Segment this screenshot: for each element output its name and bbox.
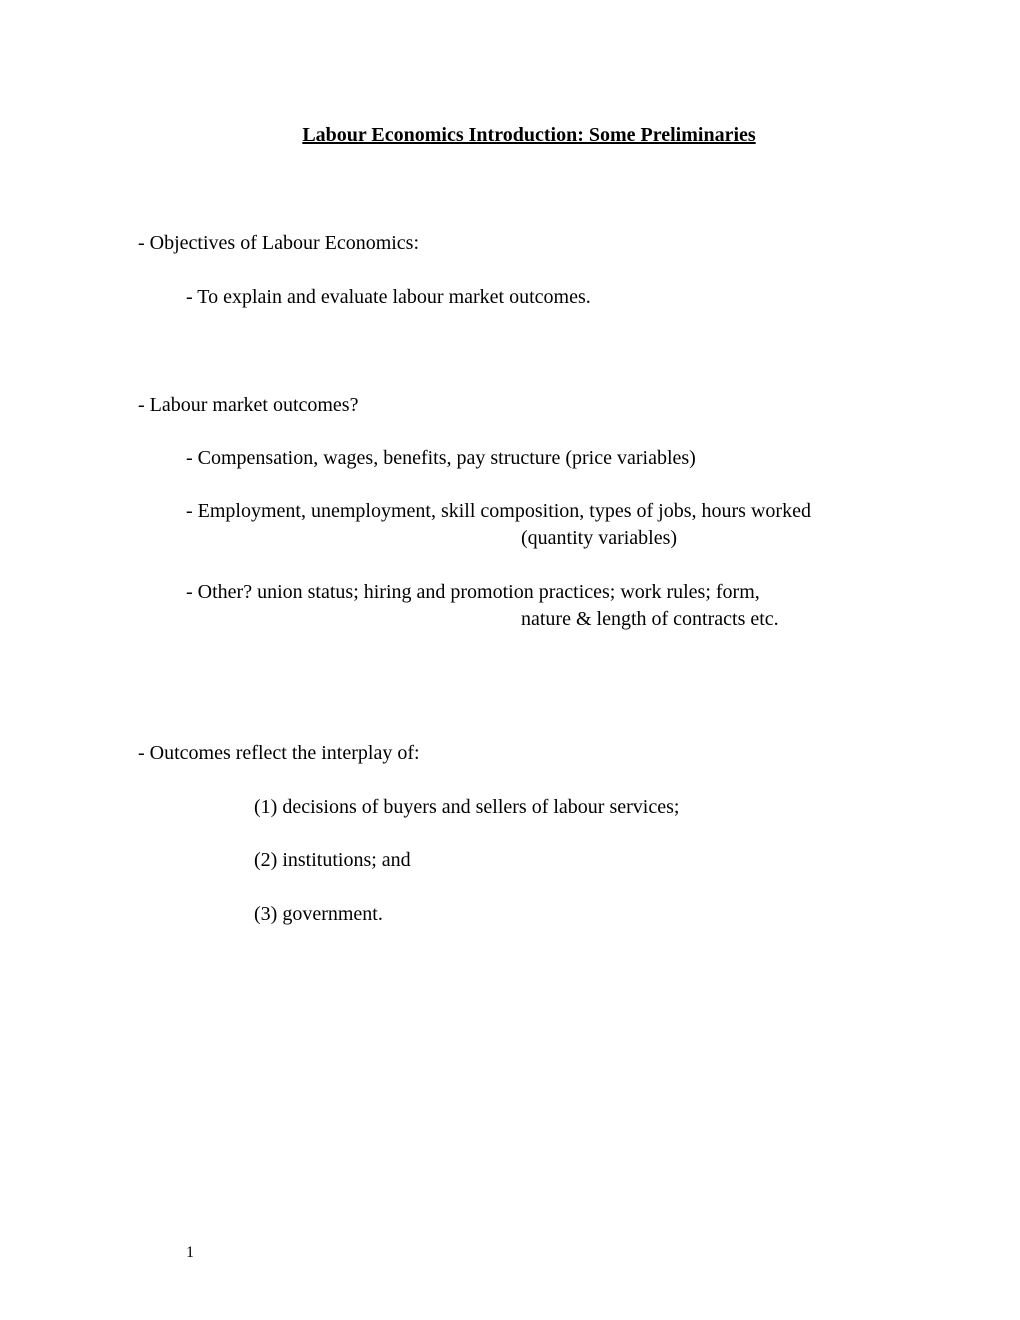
outcome-item-price: - Compensation, wages, benefits, pay structure (price variables): [186, 447, 696, 469]
page-number: 1: [186, 1244, 194, 1261]
page-title: [0, 123, 1020, 147]
outcome-item-other: - Other? union status; hiring and promotion practices; work rules; form,: [186, 581, 760, 603]
outcome-item-quantity-continuation: (quantity variables): [521, 527, 678, 549]
section-heading-interplay: - Outcomes reflect the interplay of:: [138, 742, 420, 764]
outcome-item-other-continuation: nature & length of contracts etc.: [521, 608, 779, 630]
outcome-item-quantity: - Employment, unemployment, skill composition, types of jobs, hours worked: [186, 500, 811, 522]
objective-item: - To explain and evaluate labour market outcomes.: [186, 286, 591, 308]
interplay-item-decisions: (1) decisions of buyers and sellers of labour services;: [254, 796, 680, 818]
interplay-item-institutions: (2) institutions; and: [254, 849, 411, 871]
section-heading-outcomes: - Labour market outcomes?: [138, 394, 359, 416]
page-title-text: Labour Economics Introduction: Some Preliminaries: [302, 124, 756, 146]
interplay-item-government: (3) government.: [254, 903, 383, 925]
section-heading-objectives: - Objectives of Labour Economics:: [138, 232, 420, 254]
